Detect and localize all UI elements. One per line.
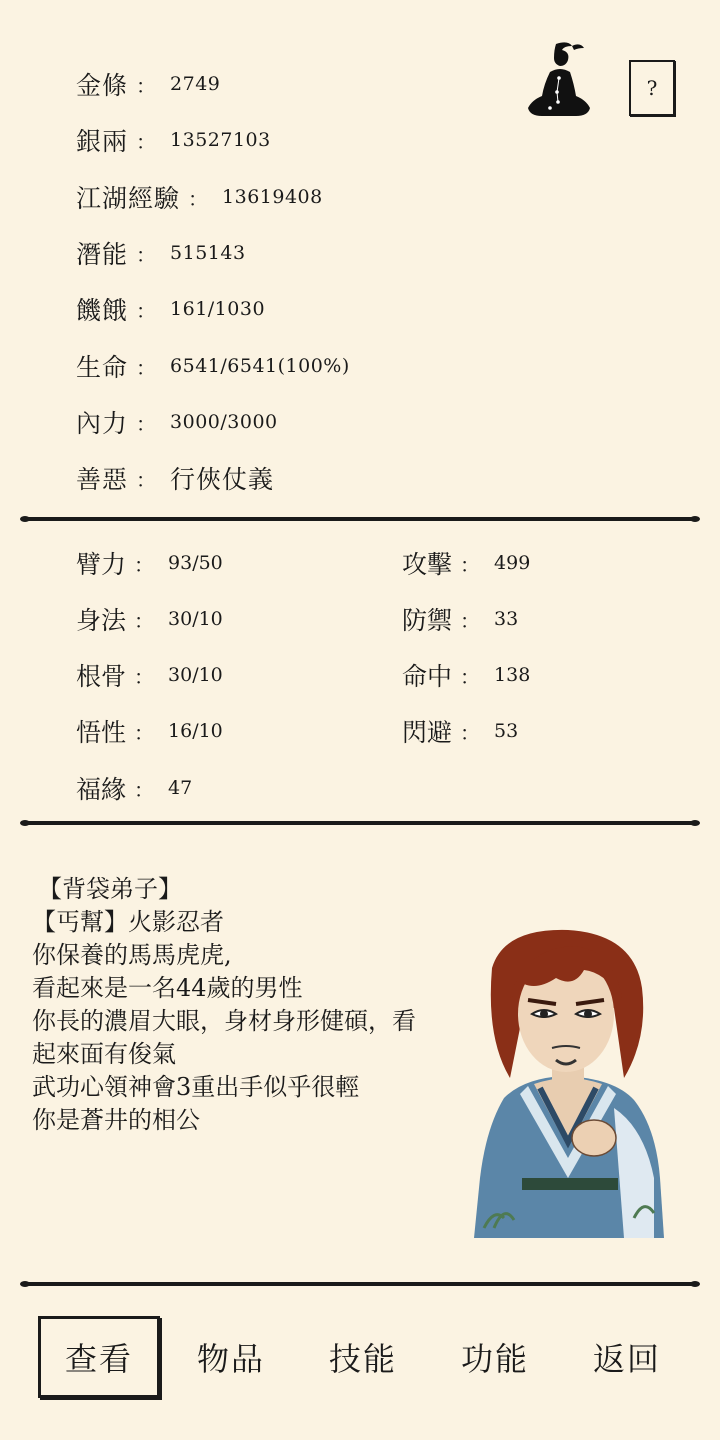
tab-skills[interactable]: 技能 — [328, 1340, 397, 1378]
character-description — [32, 873, 452, 1137]
tab-functions[interactable]: 功能 — [460, 1340, 529, 1378]
desc-title: 【背袋弟子】 — [38, 875, 182, 903]
desc-line: 起來面有俊氣 — [32, 1040, 176, 1068]
bottom-navigation — [0, 1316, 720, 1398]
attr-agility: 身法 ： 30/10 — [76, 606, 223, 635]
character-portrait — [464, 928, 674, 1240]
stat-inner-power: 內力 ： 3000/3000 — [76, 409, 278, 438]
tab-items[interactable]: 物品 — [196, 1340, 265, 1378]
desc-line: 你保養的馬馬虎虎, — [32, 941, 232, 969]
stat-morality: 善惡 ： 行俠仗義 — [76, 465, 275, 494]
stat-potential: 潛能 ： 515143 — [76, 240, 246, 269]
attr-strength: 臂力 ： 93/50 — [76, 550, 223, 579]
attr-accuracy: 命中 ： 138 — [402, 662, 531, 691]
desc-line: 你是蒼井的相公 — [32, 1106, 200, 1134]
meditation-icon[interactable] — [524, 38, 594, 120]
stat-gold-bars: 金條 ： 2749 — [76, 71, 221, 100]
stat-silver: 銀兩 ： 13527103 — [76, 127, 271, 156]
attr-constitution: 根骨 ： 30/10 — [76, 662, 223, 691]
attr-evasion: 閃避 ： 53 — [402, 718, 519, 747]
attr-fortune: 福緣 ： 47 — [76, 775, 193, 804]
attr-comprehension: 悟性 ： 16/10 — [76, 718, 223, 747]
stat-experience: 江湖經驗 ： 13619408 — [76, 184, 323, 213]
stat-hunger: 饑餓 ： 161/1030 — [76, 296, 266, 325]
divider-top — [24, 517, 696, 521]
attr-attack: 攻擊 ： 499 — [402, 550, 531, 579]
tab-back[interactable]: 返回 — [592, 1340, 661, 1378]
desc-line: 看起來是一名44歲的男性 — [32, 974, 303, 1002]
desc-line: 武功心領神會3重出手似乎很輕 — [32, 1073, 360, 1101]
desc-line: 【丐幫】火影忍者 — [32, 908, 224, 936]
tab-view[interactable]: 查看 — [38, 1316, 160, 1398]
stat-health: 生命 ： 6541/6541(100%) — [76, 353, 350, 382]
divider-bottom — [24, 1282, 696, 1286]
attr-defense: 防禦 ： 33 — [402, 606, 519, 635]
divider-middle — [24, 821, 696, 825]
desc-line: 你長的濃眉大眼，身材身形健碩，看 — [32, 1007, 416, 1035]
help-button[interactable]: ? — [629, 60, 675, 116]
